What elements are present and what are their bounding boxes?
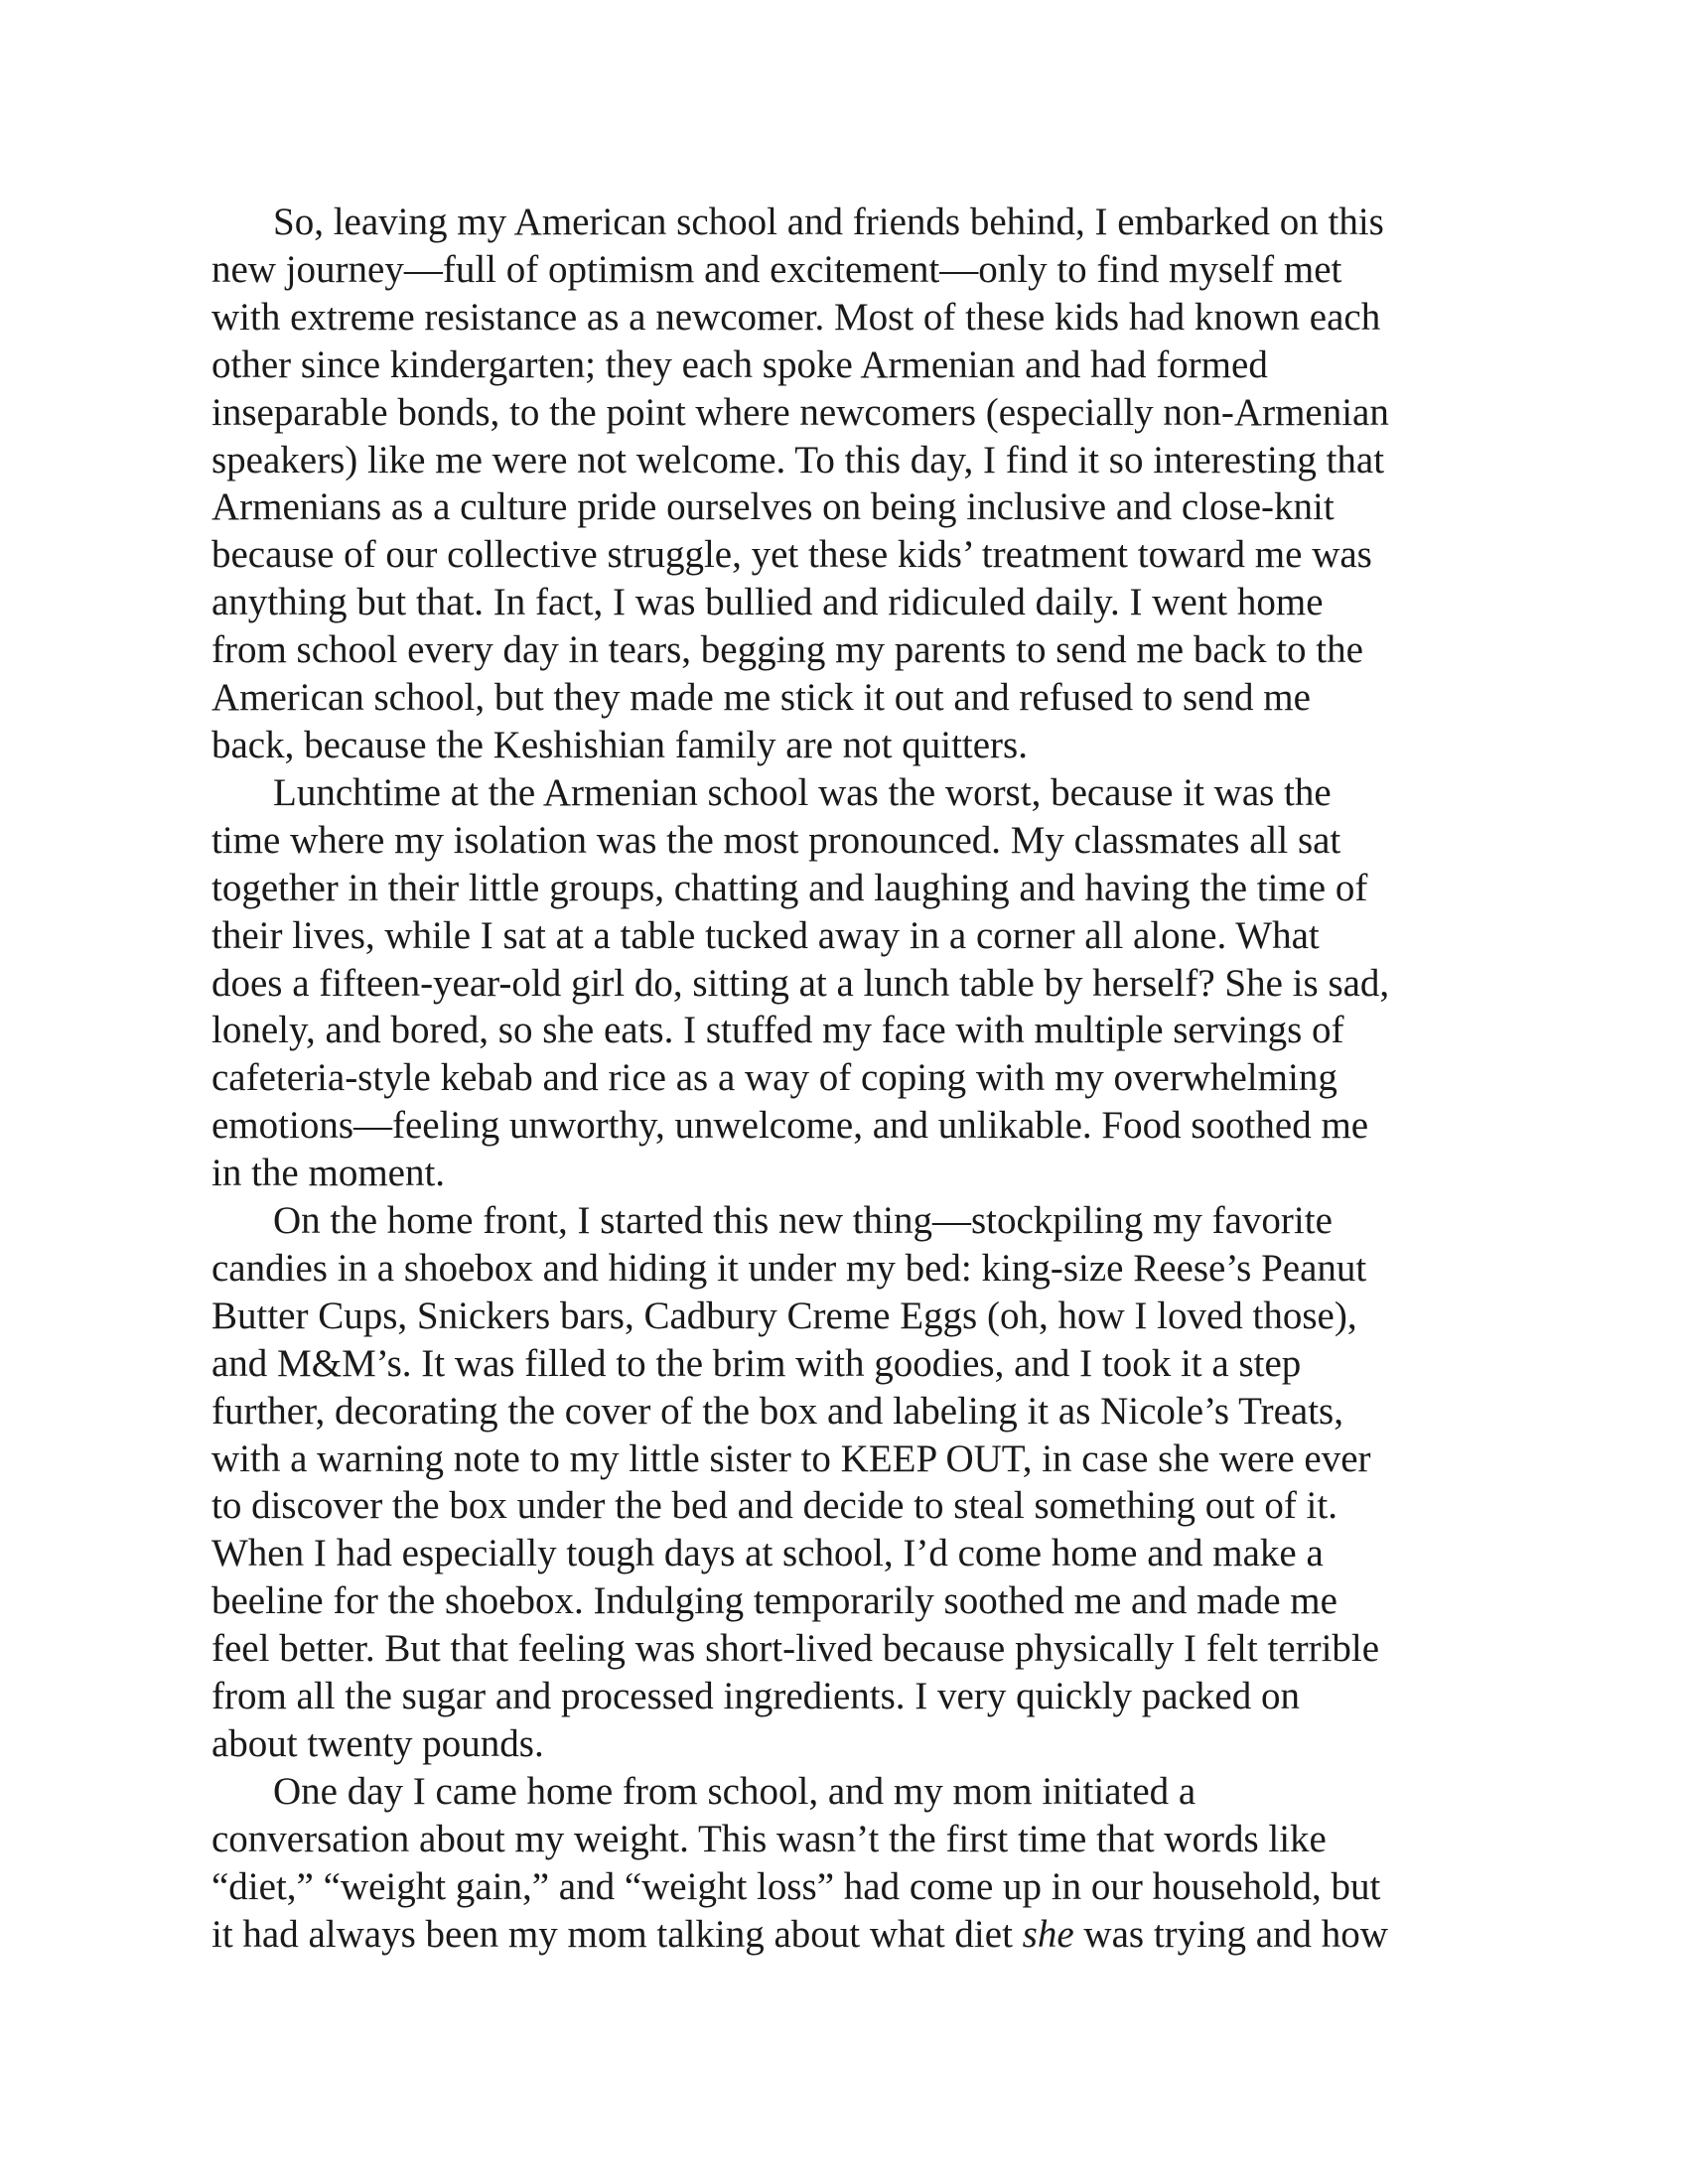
text-line: “diet,” “weight gain,” and “weight loss” had come up in our household, but (211, 1864, 1381, 1908)
text-line: about twenty pounds. (211, 1722, 544, 1765)
text-line: Armenians as a culture pride ourselves on being inclusive and close-knit (211, 485, 1335, 529)
body-text (211, 199, 1492, 1959)
text-line: conversation about my weight. This wasn’t the first time that words like (211, 1817, 1327, 1860)
text-line: together in their little groups, chatting and laughing and having the time of (211, 866, 1368, 909)
text-line: American school, but they made me stick it out and refused to send me (211, 676, 1311, 720)
text-line: to discover the box under the bed and decide to steal something out of it. (211, 1484, 1337, 1528)
text-line: feel better. But that feeling was short-lived because physically I felt terrible (211, 1627, 1380, 1671)
text-line: anything but that. In fact, I was bullied and ridiculed daily. I went home (211, 581, 1324, 624)
text-line-last (211, 1911, 1492, 1959)
text-line: back, because the Keshishian family are not quitters. (211, 723, 1028, 766)
paragraph-1 (211, 199, 1492, 769)
text-line: new journey—full of optimism and excitement—only to find myself met (211, 247, 1342, 291)
text-line: and M&M’s. It was filled to the brim with goodies, and I took it a step (211, 1341, 1302, 1385)
text-line: time where my isolation was the most pronounced. My classmates all sat (211, 818, 1341, 862)
text-line: with extreme resistance as a newcomer. Most of these kids had known each (211, 295, 1381, 339)
text-line: speakers) like me were not welcome. To this day, I find it so interesting that (211, 438, 1385, 481)
text-line: other since kindergarten; they each spoke Armenian and had formed (211, 342, 1268, 386)
paragraph-3 (211, 1197, 1492, 1768)
text-line: Butter Cups, Snickers bars, Cadbury Creme Eggs (oh, how I loved those), (211, 1294, 1357, 1337)
text-segment: was trying and how (1073, 1912, 1388, 1956)
text-line: their lives, while I sat at a table tucked away in a corner all alone. What (211, 913, 1320, 957)
text-line: does a fifteen-year-old girl do, sitting at a lunch table by herself? She is sad, (211, 961, 1390, 1005)
text-line: One day I came home from school, and my mom initiated a (273, 1769, 1196, 1813)
text-line: inseparable bonds, to the point where newcomers (especially non-Armenian (211, 390, 1389, 434)
text-line: from all the sugar and processed ingredients. I very quickly packed on (211, 1675, 1300, 1718)
text-line: from school every day in tears, begging my parents to send me back to the (211, 628, 1363, 672)
text-line: cafeteria-style kebab and rice as a way of coping with my overwhelming (211, 1056, 1337, 1100)
text-line: because of our collective struggle, yet these kids’ treatment toward me was (211, 533, 1372, 577)
text-line: lonely, and bored, so she eats. I stuffed my face with multiple servings of (211, 1009, 1344, 1052)
paragraph-4 (211, 1768, 1492, 1959)
text-line: On the home front, I started this new thing—stockpiling my favorite (273, 1199, 1333, 1243)
text-line: candies in a shoebox and hiding it under my bed: king-size Reese’s Peanut (211, 1246, 1367, 1290)
text-line: beeline for the shoebox. Indulging temporarily soothed me and made me (211, 1579, 1337, 1623)
paragraph-2 (211, 769, 1492, 1197)
text-line: emotions—feeling unworthy, unwelcome, and unlikable. Food soothed me (211, 1104, 1369, 1148)
emphasis-text: she (1022, 1912, 1074, 1956)
text-segment: it had always been my mom talking about what diet (211, 1912, 1023, 1956)
text-line: with a warning note to my little sister to KEEP OUT, in case she were ever (211, 1436, 1371, 1480)
text-line: Lunchtime at the Armenian school was the worst, because it was the (273, 770, 1332, 814)
text-line: further, decorating the cover of the box and labeling it as Nicole’s Treats, (211, 1389, 1343, 1433)
text-line: So, leaving my American school and friends behind, I embarked on this (273, 201, 1384, 243)
text-line: When I had especially tough days at school, I’d come home and make a (211, 1532, 1324, 1575)
text-line: in the moment. (211, 1152, 446, 1195)
